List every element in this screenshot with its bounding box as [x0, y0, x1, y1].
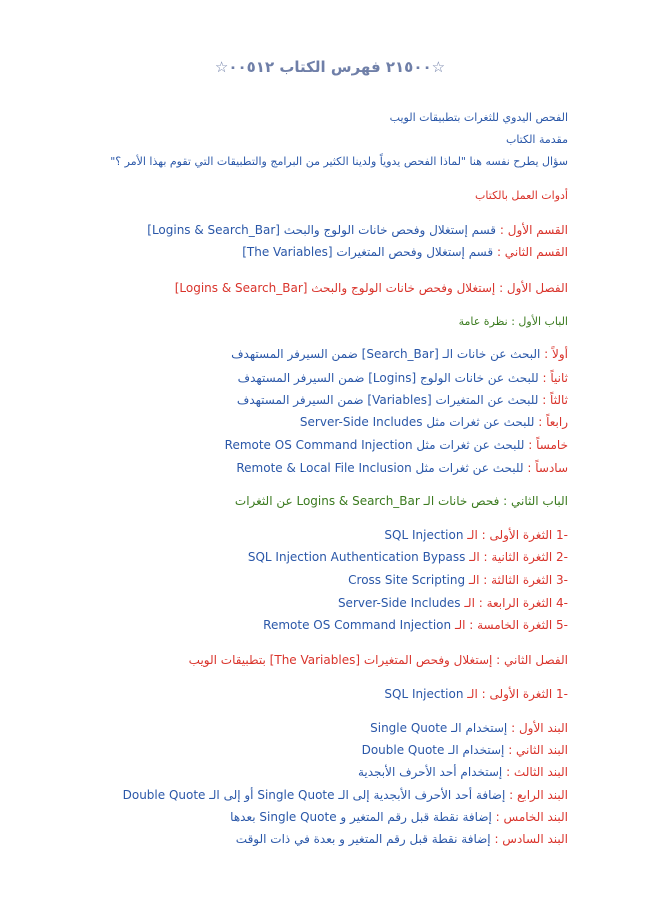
door-2-heading: الباب الثاني : فحص خانات الـ Logins & Search_Bar عن الثغرات — [234, 494, 568, 508]
door-1-item-4 — [300, 414, 568, 430]
item-4-text: إضافة أحد الأحرف الأبجدية إلى الـ Single Quote أو إلى الـ Double Quote — [122, 788, 506, 802]
door-1-heading: الباب الأول : نظرة عامة — [458, 315, 568, 328]
item-2-label: البند الثاني : — [508, 743, 568, 757]
section-2-text: قسم إستغلال وفحص المتغيرات [The Variables] — [242, 245, 494, 259]
item-1-text: إستخدام الـ Single Quote — [370, 721, 508, 735]
item-1-label: البند الأول : — [511, 721, 568, 735]
item-6-label: البند السادس : — [494, 832, 568, 846]
door-1-item-1 — [231, 346, 568, 362]
section-1-text: قسم إستغلال وفحص خانات الولوج والبحث [Logins & Search_Bar] — [147, 223, 497, 237]
door-2-item-4 — [338, 595, 568, 611]
chapter-2-vuln-1-label: -1 الثغرة الأولى : الـ — [467, 687, 568, 701]
item-2 — [362, 742, 568, 758]
item-5-label: البند الخامس : — [495, 810, 568, 824]
door-1-item-5 — [225, 437, 568, 453]
door-1-item-6-label: سادساً : — [527, 461, 568, 475]
item-5 — [230, 809, 568, 825]
door-2-item-2-label: -2 الثغرة الثانية : الـ — [469, 550, 568, 564]
door-2-item-4-label: -4 الثغرة الرابعة : الـ — [464, 596, 568, 610]
chapter-1-heading: الفصل الأول : إستغلال وفحص خانات الولوج والبحث [Logins & Search_Bar] — [174, 281, 568, 295]
door-1-item-4-label: رابعاً : — [538, 415, 568, 429]
door-1-item-4-text: للبحث عن ثغرات مثل Server-Side Includes — [299, 415, 535, 429]
door-1-item-6-text: للبحث عن ثغرات مثل Remote & Local File Inclusion — [236, 461, 524, 475]
item-3-text: إستخدام أحد الأحرف الأبجدية — [357, 765, 503, 779]
door-2-item-5-label: -5 الثغرة الخامسة : الـ — [454, 618, 568, 632]
item-4-label: البند الرابع : — [509, 788, 568, 802]
chapter-2-vuln-1 — [384, 686, 568, 702]
chapter-2-vuln-1-text: SQL Injection — [384, 687, 464, 701]
door-1-item-2-text: للبحث عن خانات الولوج [Logins] ضمن السيرفر المستهدف — [237, 371, 539, 385]
item-4 — [123, 787, 568, 803]
door-2-item-4-text: Server-Side Includes — [337, 596, 461, 610]
door-1-item-2-label: ثانياً : — [542, 371, 568, 385]
door-1-item-6 — [236, 460, 568, 476]
item-5-text: إضافة نقطة قبل رقم المتغير و Single Quote بعدها — [230, 810, 492, 824]
item-1 — [370, 720, 568, 736]
work-tools-heading: أدوات العمل بالكتاب — [475, 189, 568, 202]
chapter-2-heading: الفصل الثاني : إستغلال وفحص المتغيرات [The Variables] بتطبيقات الويب — [188, 653, 568, 667]
item-6-text: إضافة نقطة قبل رقم المتغير و بعدة في ذات الوقت — [235, 832, 491, 846]
section-1 — [147, 222, 568, 238]
door-2-item-1-text: SQL Injection — [384, 528, 464, 542]
door-1-item-1-text: البحث عن خانات الـ [Search_Bar] ضمن السيرفر المستهدف — [231, 347, 541, 361]
item-3-label: البند الثالث : — [506, 765, 568, 779]
door-2-item-2-text: SQL Injection Authentication Bypass — [247, 550, 466, 564]
door-2-item-1-label: -1 الثغرة الأولى : الـ — [467, 528, 568, 542]
door-1-item-3 — [237, 392, 568, 408]
item-3 — [358, 764, 568, 780]
intro-question: سؤال يطرح نفسه هنا "لماذا الفحص يدوياً ولدينا الكثير من البرامج والتطبيقات التي تقوم بهذا الأمر ؟" — [110, 155, 568, 168]
door-1-item-1-label: أولاً : — [544, 347, 568, 361]
door-2-item-2 — [248, 549, 568, 565]
item-2-text: إستخدام الـ Double Quote — [361, 743, 505, 757]
intro-line-2: مقدمة الكتاب — [505, 133, 568, 146]
door-2-item-3-label: -3 الثغرة الثالثة : الـ — [468, 573, 568, 587]
section-2 — [242, 244, 568, 260]
intro-line-1: الفحص اليدوي للثغرات بتطبيقات الويب — [389, 111, 568, 124]
door-2-item-1 — [384, 527, 568, 543]
door-2-item-3-text: Cross Site Scripting — [348, 573, 466, 587]
door-1-item-3-text: للبحث عن المتغيرات [Variables] ضمن السيرفر المستهدف — [236, 393, 539, 407]
page-title: ☆٢١٥٠٠ فهرس الكتاب ٠٠٥١٢☆ — [214, 58, 446, 76]
item-6 — [236, 831, 568, 847]
door-2-item-5-text: Remote OS Command Injection — [263, 618, 452, 632]
door-2-item-3 — [348, 572, 568, 588]
section-2-label: القسم الثاني : — [496, 245, 568, 259]
door-1-item-3-label: ثالثاً : — [542, 393, 568, 407]
door-1-item-2 — [238, 370, 568, 386]
door-2-item-5 — [263, 617, 568, 633]
door-1-item-5-text: للبحث عن ثغرات مثل Remote OS Command Injection — [224, 438, 525, 452]
section-1-label: القسم الأول : — [499, 223, 568, 237]
door-1-item-5-label: خامساً : — [528, 438, 568, 452]
